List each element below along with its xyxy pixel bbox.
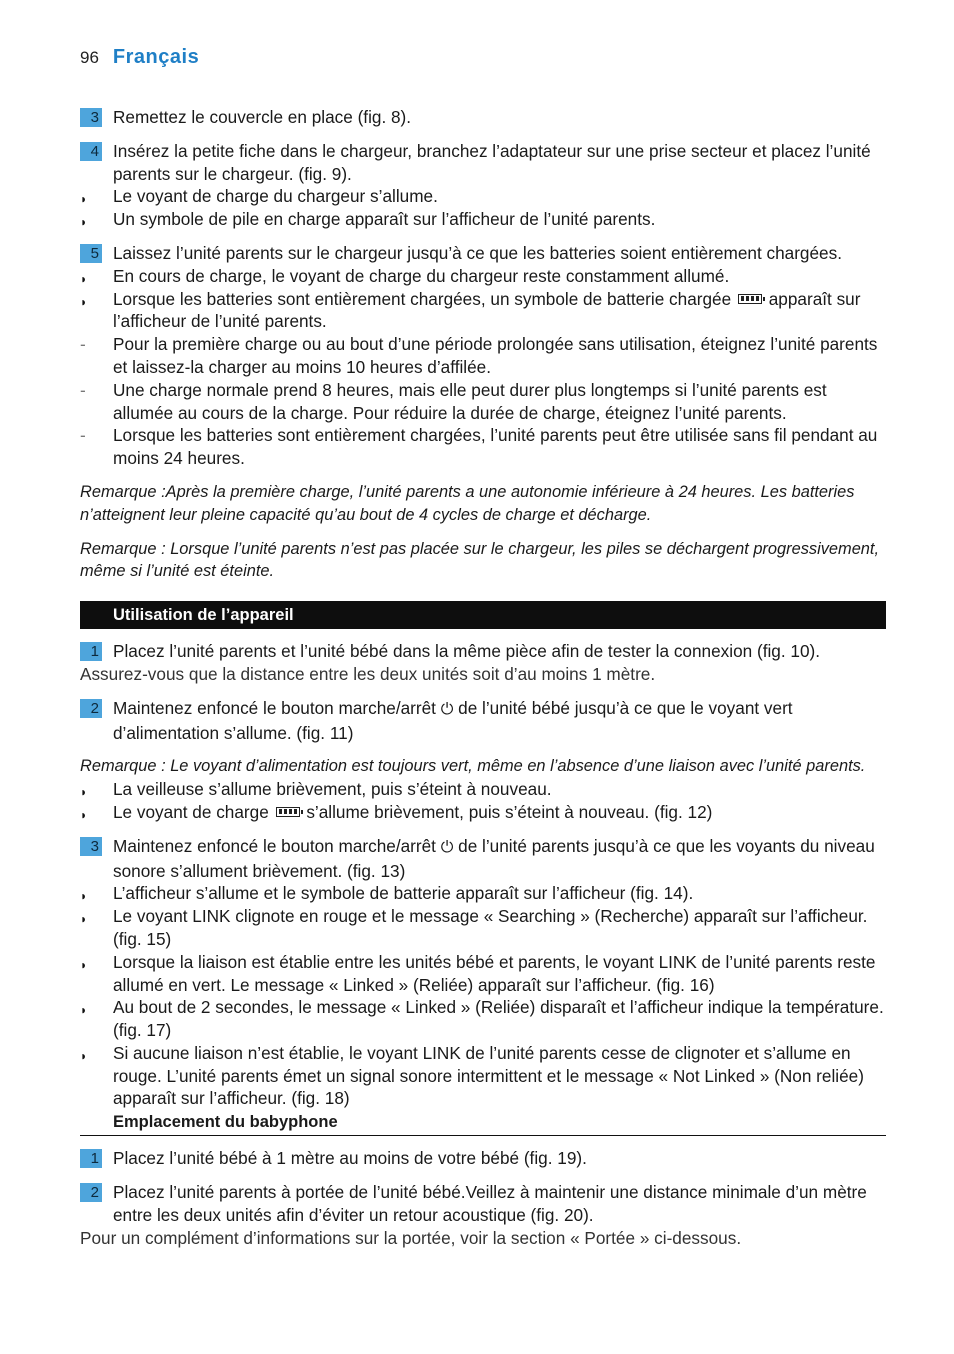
- bullet-arrow-icon: ◗: [80, 1048, 88, 1063]
- step-number-badge: 2: [80, 1183, 102, 1202]
- step-text: Placez l’unité parents à portée de l’unité bébé.Veillez à maintenir une distance minimale d’un mètre entre les deux unités afin d’éviter un retour acoustique (fig. 20).: [113, 1182, 867, 1225]
- step-text: Laissez l’unité parents sur le chargeur jusqu’à ce que les batteries soient entièrement chargées.: [113, 242, 842, 263]
- step-2: [80, 1181, 886, 1227]
- step-1: [80, 640, 886, 663]
- body-paragraph: Assurez-vous que la distance entre les deux unités soit d’au moins 1 mètre.: [80, 663, 656, 684]
- info-dash-item: - Lorsque les batteries sont entièrement chargées, l’unité parents peut être utilisée sans fil pendant au moins 24 heures.: [80, 425, 878, 469]
- dash-marker: -: [80, 379, 86, 400]
- page-content: [80, 106, 886, 1249]
- bullet-arrow-icon: ◗: [80, 912, 88, 927]
- info-dash-item: - Une charge normale prend 8 heures, mais elle peut durer plus longtemps si l’unité parents est allumée au cours de la charge. Pour réduire la durée de charge, éteignez l’unité parents.: [80, 379, 827, 423]
- step-number-badge: 4: [80, 142, 102, 161]
- page-header: [80, 46, 199, 69]
- bullet-arrow-icon: ◗: [80, 294, 88, 309]
- power-icon: ⏻: [440, 700, 454, 718]
- step-text: Remettez le couvercle en place (fig. 8).: [113, 107, 412, 127]
- step-5: [80, 242, 886, 265]
- info-dash-item: - Pour la première charge ou au bout d’une période prolongée sans utilisation, éteignez l’unité parents et laissez-la charger au moins 10 heures d’affilée.: [80, 334, 878, 377]
- result-bullet: ◗ Au bout de 2 secondes, le message « Linked » (Reliée) disparaît et l’afficheur indique la température. (fig. 17): [80, 997, 884, 1041]
- bullet-arrow-icon: ◗: [80, 215, 88, 230]
- step-number-badge: 1: [80, 1149, 102, 1168]
- step-text: Insérez la petite fiche dans le chargeur, branchez l’adaptateur sur une prise secteur et placez l’unité parents sur le chargeur. (fig. 9).: [113, 140, 871, 184]
- power-icon: ⏻: [440, 838, 454, 856]
- step-1: [80, 1147, 886, 1170]
- battery-full-icon: [738, 294, 762, 304]
- bullet-arrow-icon: ◗: [80, 807, 88, 822]
- result-bullet: ◗ Lorsque les batteries sont entièrement chargées, un symbole de batterie chargée apparaît sur l’afficheur de l’unité parents.: [80, 288, 861, 332]
- dash-marker: -: [80, 425, 86, 446]
- dash-marker: -: [80, 334, 86, 355]
- result-bullet: ◗ Un symbole de pile en charge apparaît sur l’afficheur de l’unité parents.: [80, 208, 886, 231]
- result-bullet: ◗ L’afficheur s’allume et le symbole de batterie apparaît sur l’afficheur (fig. 14).: [80, 882, 886, 905]
- step-number-badge: 3: [80, 108, 102, 127]
- result-bullet: ◗ Le voyant de charge du chargeur s’allume.: [80, 185, 886, 208]
- result-bullet: ◗ Le voyant de charge s’allume brièvement, puis s’éteint à nouveau. (fig. 12): [80, 801, 886, 824]
- result-bullet: ◗ La veilleuse s’allume brièvement, puis s’éteint à nouveau.: [80, 778, 886, 801]
- step-number-badge: 5: [80, 244, 102, 263]
- step-3: 3 Maintenez enfoncé le bouton marche/arrêt ⏻ de l’unité parents jusqu’à ce que les voyants du niveau sonore s’allument brièvement. (fig. 13): [80, 835, 886, 883]
- bullet-arrow-icon: ◗: [80, 889, 88, 904]
- step-4: [80, 140, 886, 186]
- body-paragraph: Pour un complément d’informations sur la portée, voir la section « Portée » ci-dessous.: [80, 1227, 742, 1248]
- bullet-arrow-icon: ◗: [80, 785, 88, 800]
- bullet-arrow-icon: ◗: [80, 192, 88, 207]
- result-bullet: ◗ En cours de charge, le voyant de charge du chargeur reste constamment allumé.: [80, 265, 886, 288]
- step-text: Placez l’unité bébé à 1 mètre au moins de votre bébé (fig. 19).: [113, 1148, 587, 1169]
- step-text: Placez l’unité parents et l’unité bébé dans la même pièce afin de tester la connexion (fig. 10).: [113, 641, 821, 662]
- step-number-badge: 1: [80, 642, 102, 661]
- page-number: 96: [80, 48, 99, 67]
- step-number-badge: 2: [80, 699, 102, 718]
- note-paragraph: Remarque :Après la première charge, l’unité parents a une autonomie inférieure à 24 heures. Les batteries n’atteignent leur pleine capacité qu’au bout de 4 cycles de charge et décharge.: [80, 482, 855, 524]
- result-bullet: ◗ Lorsque la liaison est établie entre les unités bébé et parents, le voyant LINK de l’unité parents reste allumé en vert. Le message « Linked » (Reliée) apparaît sur l’afficheur. (fig. 16): [80, 951, 876, 995]
- step-3: [80, 106, 886, 129]
- step-number-badge: 3: [80, 837, 102, 856]
- bullet-arrow-icon: ◗: [80, 271, 88, 286]
- note-paragraph: Remarque : Le voyant d’alimentation est toujours vert, même en l’absence d’une liaison avec l’unité parents.: [80, 757, 866, 776]
- bullet-arrow-icon: ◗: [80, 957, 88, 972]
- section-heading-band: Utilisation de l’appareil: [80, 601, 886, 629]
- language-heading: Français: [112, 46, 200, 68]
- subsection-heading: Emplacement du babyphone: [80, 1110, 886, 1136]
- result-bullet: ◗ Si aucune liaison n’est établie, le voyant LINK de l’unité parents cesse de clignoter et s’allume en rouge. L’unité parents émet un signal sonore intermittent et le message « Not Linked » (Non reliée) apparaît sur l’afficheur. (fig. 18): [80, 1042, 864, 1109]
- note-paragraph: Remarque : Lorsque l’unité parents n’est pas placée sur le chargeur, les piles se déchargent progressivement, même si l’unité est éteinte.: [80, 539, 880, 581]
- step-2: 2 Maintenez enfoncé le bouton marche/arrêt ⏻ de l’unité bébé jusqu’à ce que le voyant vert d’alimentation s’allume. (fig. 11): [80, 697, 886, 745]
- battery-charge-icon: [276, 807, 300, 817]
- bullet-arrow-icon: ◗: [80, 1003, 88, 1018]
- result-bullet: ◗ Le voyant LINK clignote en rouge et le message « Searching » (Recherche) apparaît sur l’afficheur. (fig. 15): [80, 906, 868, 949]
